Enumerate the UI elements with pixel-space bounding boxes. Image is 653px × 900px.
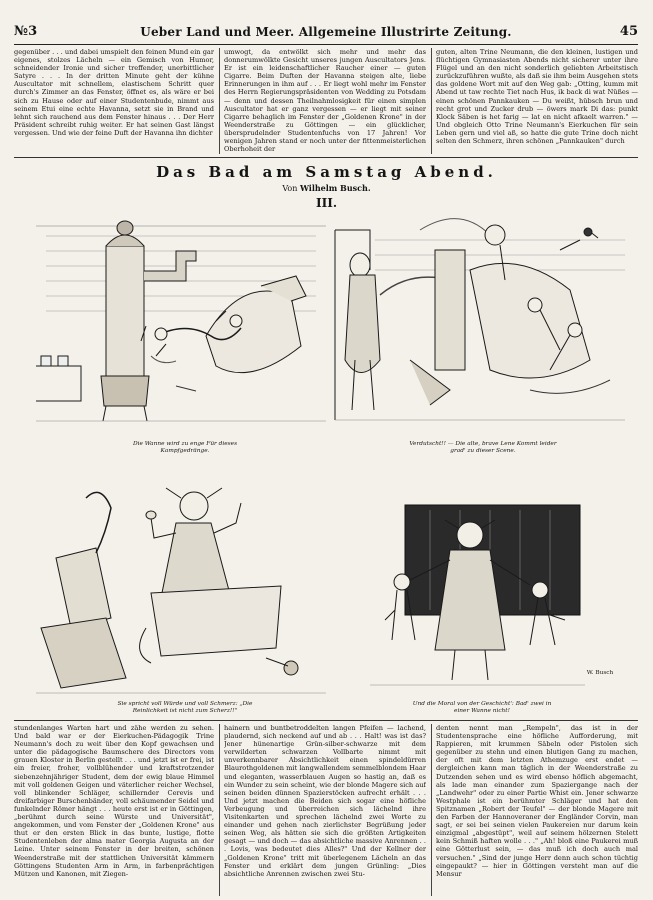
- panel-4-illustration: [370, 500, 585, 690]
- byline-prefix: Von: [282, 184, 298, 193]
- bottom-column-2: hainern und buntbetroddelten langen Pfeifen — lachend, plaudernd, sich neckend auf und ab . . . Halt! was ist das? Jener hünenartige Grün-silber-schwarze mit dem verwilderten schwarzen Vollbarte nimmt mit unverkennbarer Absichtlichkeit einen spindeldürren Blaurothgoldenen mit langwallendem semmelblondem Haar und eleganten, wasserblauen Augen so hastig an, daß es ein Wunder zu sein scheint, wie der blonde Magere sich auf seinen beiden dünnen Spazierstöcken aufrecht erhält . . . Und jetzt machen die Beiden sich sogar eine höfliche Verbeugung und überreichen sich lächelnd ihre Visitenkarten und sprechen lächelnd zwei Worte zu einander und gehen nach zierlichster Begrüßung jeder seinen Weg, als hätten sie sich die größten Artigkeiten gesagt — und doch — das absichtliche massive Anrennen . . . Lovis, was bedeutet dies Alles?" Und der Kellner der „Goldenen Krone" tritt mit überlegenem Lächeln an das Fenster und erklärt dem jungen Grünling: „Dies absichtliche Anrennen zwischen zwei Stu-: [224, 724, 426, 878]
- story-part-number: III.: [315, 196, 338, 210]
- column-separator: [431, 48, 432, 154]
- bottom-column-3: denten nennt man „Rempeln", das ist in der Studentensprache eine höfliche Aufforderung, mit Rappieren, mit krummen Säbeln oder Pistolen sich gegenüber zu stehn und einen blutigen Gang zu machen, der oft mit dem letzten Athemzuge erst endet — dergleichen kann man täglich in der Weenderstraße zu Dutzenden sehen und es wird ebenso höflich abgemacht, als lade man einander zum Spaziergange nach der „Landwehr" oder zu einer Partie Whist ein. Jener schwarze Westphale ist ein berühmter Schläger und hat den Spitznamen „Robert der Teufel" — der blonde Magere mit den Farben der Hannoveraner der Engländer Corvin, man sagt, er sei bei seinen vielen Paukereien nur darum kein einzigmal „abgestüpt", weil auf seinem hölzernen Stelett kein Schmiß haften wolle . . ." „Ah! bloß eine Paukerei muß eine Götterlust sein, — das muß ich doch auch mal versuchen." „Sind der junge Herr denn auch schon tüchtig eingepaukt? — hier in Göttingen versteht man auf die Mensur: [436, 724, 638, 878]
- panel-3-caption: Sie spricht voll Würde und voll Schmerz: „Die Reinlichkeit ist nicht zum Scherz!!": [117, 701, 253, 714]
- panel-1-caption: Die Wanne wird zu enge Für dieses Kampfgedränge.: [132, 441, 238, 454]
- illustration-divider: [14, 720, 638, 721]
- top-column-1: gegenüber . . . und dabei umspielt den feinen Mund ein gar eigenes, stolzes Lächeln — ein Gemisch von Humor, schneidender Ironie und sicher treffender, unerbittlicher Satyre . . . In der dritten Minute geht der kühne Auscultator mit schnellem, elastischem Schritt quer durch's Zimmer an das Fenster, öffnet es, als wäre er bei sich zu Hause oder auf einer Studentenbude, nimmt aus seinem Etui eine echte Havanna, setzt sie in Brand und lehnt sich rauchend aus dem Fenster hinaus . . . Der Herr Präsident schreibt ruhig weiter. Er hat seinen Gast längst vergessen. Und wie der feine Duft der Havanna ihn dichter: [14, 48, 214, 137]
- story-byline: [0, 183, 653, 193]
- artist-signature: W. Busch: [586, 670, 614, 676]
- bottom-column-1: stundenlanges Warten hart und zähe werden zu sehen. Und bald war er der Eierkuchen-Pädagogik Trine Neumann's doch zu weit über den Kopf gewachsen und unter die pädagogische Baumschere des Directors vom grauen Kloster in Berlin gestellt . . . und jetzt ist er frei, ist ein freier, froher, vollblühender und kraftstrotzender siebenzehnjähriger Student, dem der ewig blaue Himmel mit voll goldenen Geigen und väterlicher reicher Wechsel, voll blinkender Schläger, schillernder Cerevis und dreifarbiger Burschenbänder, voll schäumender Seidel und funkelnder Römer hängt . . . heute erst ist er in Göttingen, „berühmt durch seine Würste und Universität", angekommen, und vom Fenster der „Goldenen Krone" aus thut er den ersten Blick in das bunte, lustige, flotte Studentenleben der alma mater Georgia Augusta an der Leine. Unter seinem Fenster in der breiten, schönen Weenderstraße mit der stattlichen Universität kämmern Göttingens Studenten Arm in Arm, in farbenprächtigen Mützen und Kanonen, mit Ziegen-: [14, 724, 214, 878]
- column-separator: [431, 724, 432, 896]
- story-author: Wilhelm Busch.: [299, 183, 371, 193]
- newspaper-title: Ueber Land und Meer. Allgemeine Illustrirte Zeitung.: [140, 25, 512, 39]
- header-rule: [14, 44, 638, 45]
- top-column-2: umwogt, da entwölkt sich mehr und mehr das donnerumwölkte Gesicht unseres jungen Auscultators Jens. Er ist ein leidenschaftlicher Raucher einer — guten Cigarre. Beim Duften der Havanna steigen alte, liebe Erinnerungen in ihm auf . . . Er liegt wohl mehr im Fenster des Herrn Regierungspräsidenten von Wedding zu Potsdam — denn und dessen Theilnahmlosigkeit für einen simplen Auscultator hat er ganz vergessen — er liegt mit seiner Cigarre behaglich im Fenster der „Goldenen Krone" in der Weenderstraße zu Göttingen — ein glücklicher, übersprudelnder Studentenfuchs von 17 Jahren! Vor wenigen Jahren stand er noch unter der fittenmeisterlichen Oberhoheit der: [224, 48, 426, 154]
- page-number: 45: [619, 24, 638, 39]
- panel-3-illustration: [36, 478, 326, 698]
- top-column-3: guten, alten Trine Neumann, die den kleinen, lustigen und flüchtigen Gymnasiasten Abends nicht sicherer unter ihre Flügel und an den nicht sonderlich geliebten Arbeitstisch zurückzuführen wußte, als daß sie ihm beim Ausgehen stets das goldene Wort mit auf den Weg gab: „Otting, kumm mit Abend ut taw rechte Tiet nach Hus, ik back di wat Nüßes — einen schönen Pannkauken — Du weißt, hübsch brun und recht grot und Zucker drub — öwers mark Di das: punkt Klock Säben is het farig — lat en nicht afkaelt warren." — Und obgleich Otto Trine Neumann's Eierkuchen für sein Leben gern und viel aß, so hatte die gute Trine doch nicht selten den Schmerz, ihren schönen „Pannkauken" durch: [436, 48, 638, 146]
- story-title: Das Bad am Samstag Abend.: [156, 163, 497, 181]
- panel-1-illustration: [36, 216, 326, 426]
- panel-4-caption: Und die Moral von der Geschicht': Bad' zwei in einer Wanne nicht!: [412, 701, 552, 714]
- column-separator: [219, 48, 220, 154]
- story-divider: [14, 157, 638, 158]
- panel-2-caption: Verdutscht!! — Die alte, brave Lene Kommt leider grad' zu dieser Scene.: [409, 441, 557, 454]
- page-header: [14, 24, 638, 44]
- column-separator: [219, 724, 220, 896]
- issue-number: №3: [14, 24, 38, 39]
- panel-2-illustration: [330, 210, 630, 430]
